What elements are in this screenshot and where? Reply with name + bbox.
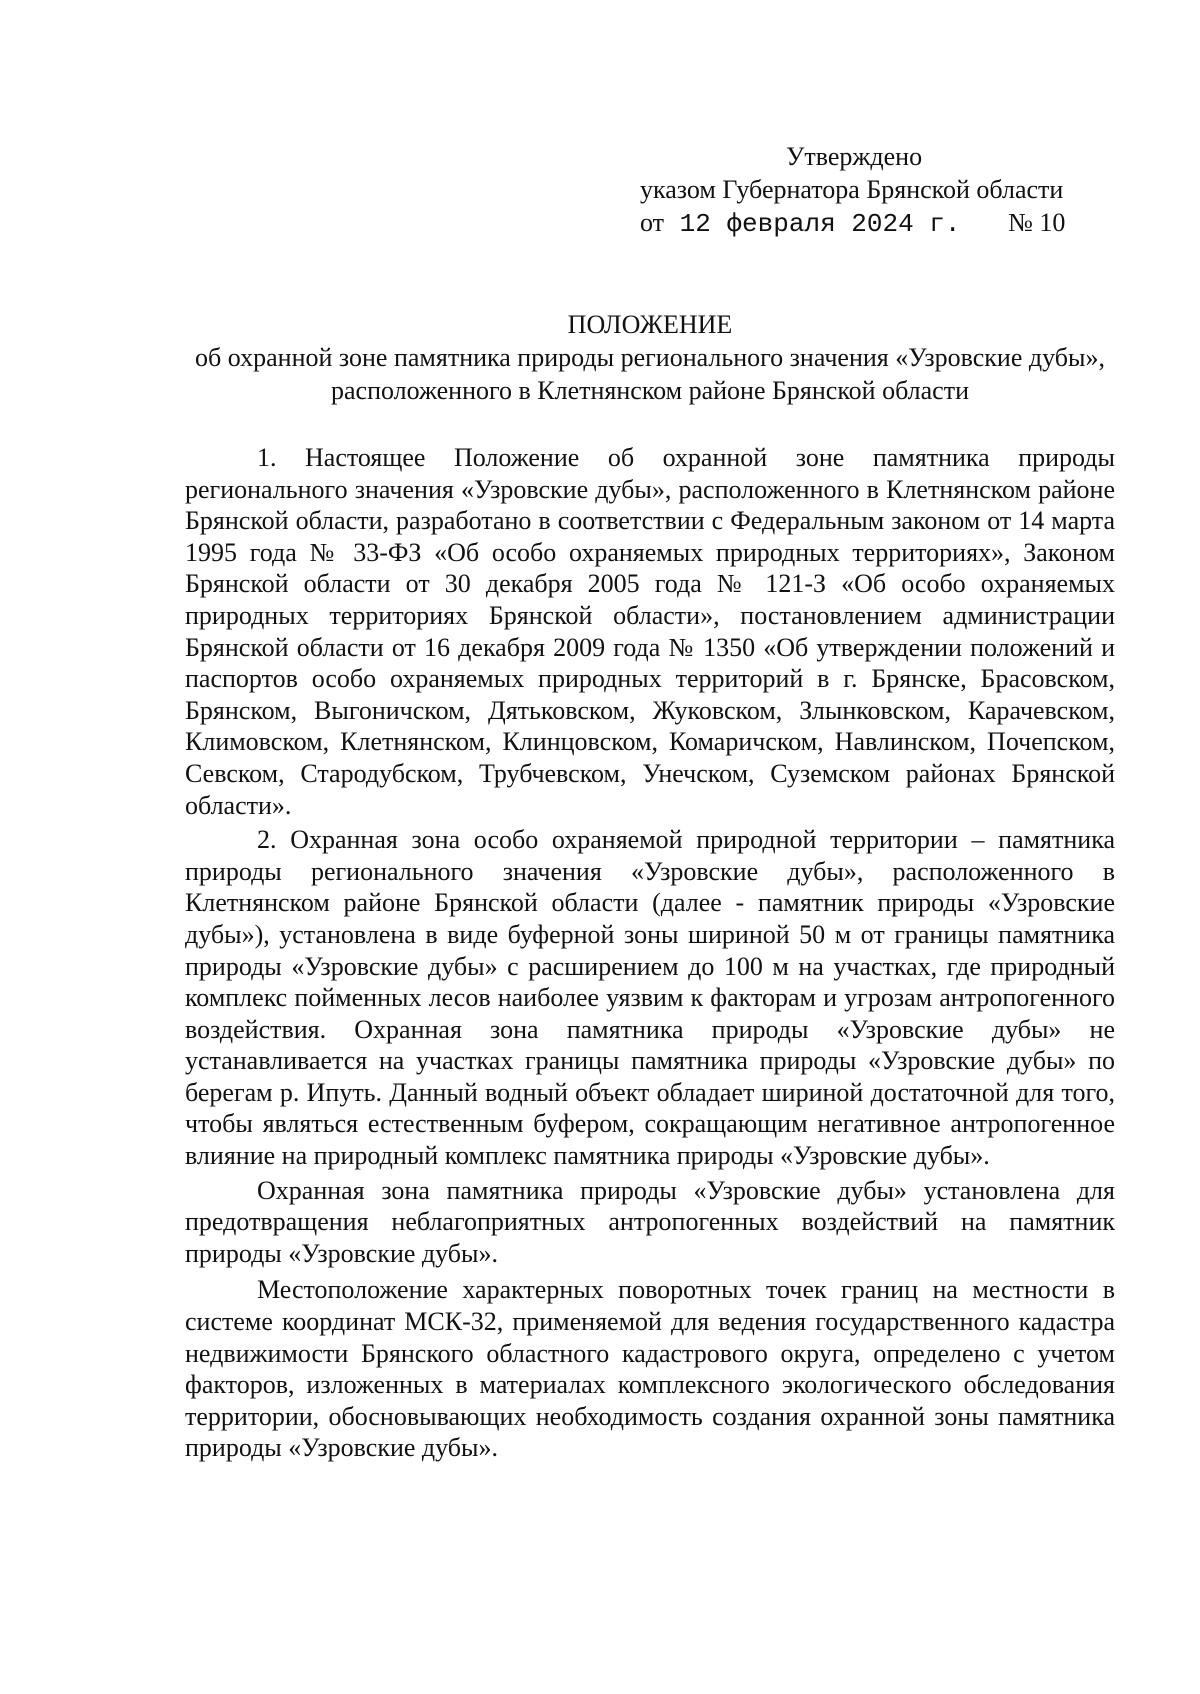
approval-from-label: от [640,208,665,237]
paragraph-2: 2. Охранная зона особо охраняемой природной территории – памятника природы регионального значения «Узровские дубы», расположенного в Клетнянском районе Брянской области (далее - памятник природы «Узровские дубы»), установлена в виде буферной зоны шириной 50 м от границы памятника природы «Узровские дубы» с расширением до 100 м на участках, где природный комплекс пойменных лесов наиболее уязвим к факторам и угрозам антропогенного воздействия. Охранная зона памятника природы «Узровские дубы» не устанавливается на участках границы памятника природы «Узровские дубы» по берегам р. Ипуть. Данный водный объект обладает шириной достаточной для того, чтобы являться естественным буфером, сокращающим негативное антропогенное влияние на природный комплекс памятника природы «Узровские дубы». [185,825,1115,1171]
document-subtitle: об охранной зоне памятника природы регионального значения «Узровские дубы», расположенного в Клетнянском районе Брянской области [195,343,1105,405]
document-title-block [185,308,1115,407]
approval-date-line [640,206,1110,241]
paragraph-4: Местоположение характерных поворотных точек границ на местности в системе координат МСК-32, применяемой для ведения государственного кадастра недвижимости Брянского областного кадастрового округа, определено с учетом факторов, изложенных в материалах комплексного экологического обследования территории, обосновывающих необходимость создания охранной зоны памятника природы «Узровские дубы». [185,1275,1115,1463]
approval-decree: указом Губернатора Брянской области [640,175,1064,204]
approval-date: 12 февраля 2024 г. [679,209,961,239]
paragraph-3: Охранная зона памятника природы «Узровские дубы» установлена для предотвращения неблагоприятных антропогенных воздействий на памятник природы «Узровские дубы». [185,1175,1115,1268]
approval-number: № 10 [1008,208,1066,237]
approval-block [640,140,1110,241]
document-title: ПОЛОЖЕНИЕ [567,310,733,339]
paragraph-1: 1. Настоящее Положение об охранной зоне памятника природы регионального значения «Узровские дубы», расположенного в Клетнянском районе Брянской области, разработано в соответствии с Федеральным законом от 14 марта 1995 года № 33-ФЗ «Об особо охраняемых природных территориях», Законом Брянской области от 30 декабря 2005 года № 121-З «Об особо охраняемых природных территориях Брянской области», постановлением администрации Брянской области от 16 декабря 2009 года № 1350 «Об утверждении положений и паспортов особо охраняемых природных территорий в г. Брянске, Брасовском, Брянском, Выгоничском, Дятьковском, Жуковском, Злынковском, Карачевском, Климовском, Клетнянском, Клинцовском, Комаричском, Навлинском, Почепском, Севском, Стародубском, Трубчевском, Унечском, Суземском районах Брянской области». [185,443,1115,820]
document-body [185,442,1115,1469]
approval-label: Утверждено [786,142,923,171]
